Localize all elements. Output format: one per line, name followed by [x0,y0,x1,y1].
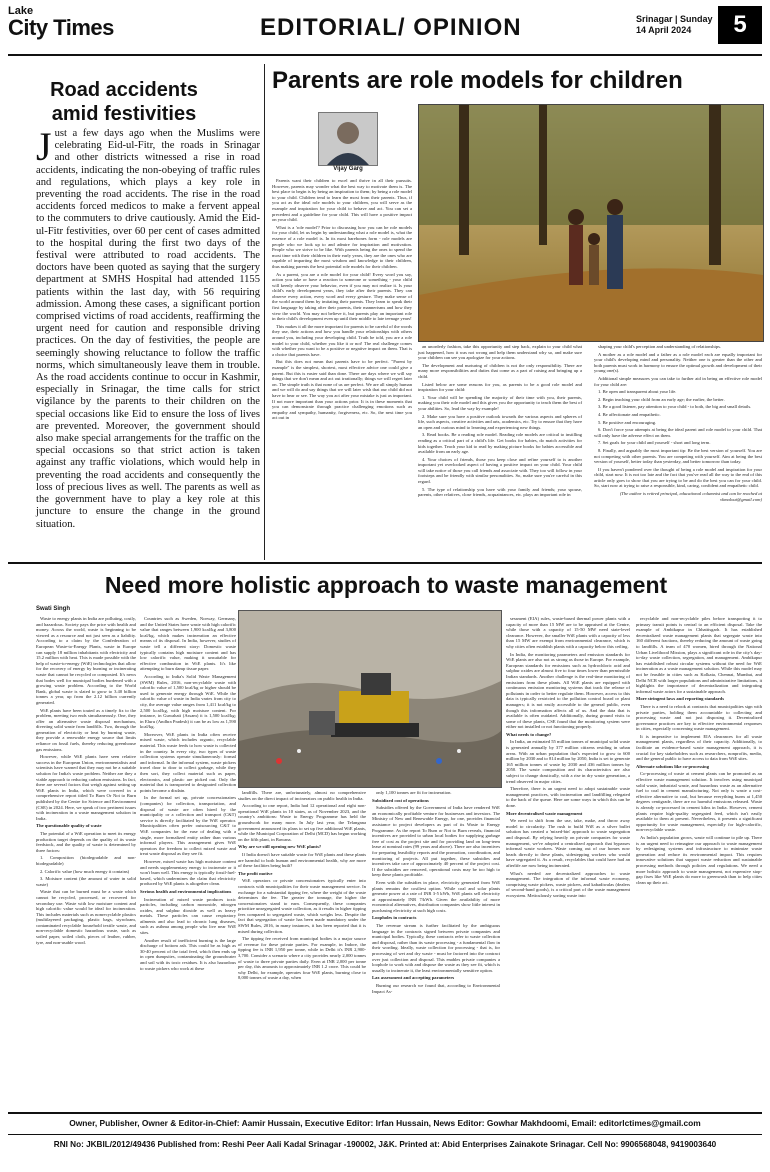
bottom-col-2 [140,616,236,1106]
paragraph: Subsidies offered by the Government of India have rendered WtE an economically profitable venture for businesses and investors. The Ministry of New and Renewable Energy, for one, provides financial assistance to project developers as part of its Waste to Energy Programme. As the report To Burn or Not to Burn reveals, financial incentives are provided to urban local bodies for supplying garbage free of cost as the project site and for providing land on long-term lease at nominal rates (99 years and above). There are also incentives for preparing feasibility reports and the promotion, coordination, and monitoring of projects. All put together, these subsidies and incentives take care of approximately 40 percent of the project cost. If the subsidies are removed, operational costs may be too high to keep these plants profitable. [372,805,500,878]
paragraph: A mother as a role model and a father as a role model each are equally important for your child's developing mind and personality. Neither one is greater than the other and both parents must work in harmony to ensure the optimal growth and development of their young one(s). [594,351,762,374]
paragraph: 6. Don't force your attempts at being the ideal parent and role model to your child. That will only have the adverse effect on them. [594,427,762,438]
bottom-col-4 [372,790,500,1106]
paragraph: Moreover, WtE plants in India often receive mixed waste, which includes organic, recyclable material. This waste feeds to how waste is collected in the country. In every city, two types of waste collection systems operate simultaneously: formal and informal. In the informal system, waste pickers travel door to door to collect garbage, while they then sort, they collect material such as paper, electronics, and plastic are picked out. Only the material that is transported to designated collection points become a disdain. [140,731,236,793]
paragraph: 1. Be open and transparent about your life. [598,389,677,395]
byline: Swati Singh [36,606,71,612]
paragraph: only 1,100 tonnes are fit for incineration. [376,790,452,795]
paragraph: Incineration of mixed waste produces toxic particles, including carbon monoxide, nitrogen oxides, and sulphur dioxide as well as heavy metals. These particles can cause respiratory ailments and also lead to chronic lung diseases, such as asthma among people who live near WtE sites. [140,896,236,936]
paragraph: However, while WtE plants have seen relative success in the European Union, environmentalists and scientists have warned that they may not be a suitable solution for India's waste problem. Neither are they a viable approach to reducing carbon emissions. In fact, there are several factors that weigh against setting up WtE plants in India, which were covered in a comprehensive report titled To Burn Or Not to Burn published by the Centre for Science and Environment (CSE) in 2024. Here, we speak of two pertinent issues with incineration in a waste management solution in India. [36,754,136,821]
subheading: What needs to change? [506,731,552,737]
left-headline: Road accidents amid festivities [50,79,198,125]
paragraph: Countries such as Sweden, Norway, Germany, and the United States have waste with high calorific value that ranges between 1,900 kcal/kg and 3,800 kcal/kg, which makes incineration an effective means of its disposal. In India, however, studies of waste tell a different story: Domestic waste typically contains high moisture content and has low calorific value, making it unsuitable for effective combustion in WtE plants. It's like attempting to burn damp tissue paper. [140,616,236,672]
paragraph: an unorderly fashion, take this opportunity and step back, explain to your child what just happened, how it was not wrong and help them understand why so, and make sure your children can see you apologize for your actions. [418,344,582,361]
paragraph: Listed below are some reasons for you, as parents to be a good role model and inspiration for your child: [418,381,582,393]
paragraph: 5. The type of relationship you have with your family and friends; your spouse, parents, other relatives, close friends, acquaintances, etc. plays an important role in [418,486,582,498]
masthead-logo [8,6,148,52]
paragraph: 2. Calorific value (how much energy it contains) [40,868,130,874]
paragraph: The revenue stream is further facilitated by the ambiguous language in the contracts signed between private companies and municipal bodies. Typically, these contracts refer to waste collection and disposal, rather than its waste processing - a fundamental flaw in their wording. Ideally, waste collection for processing - that is, for processing of wet and dry waste - must be factored into the contract over just collection and disposal. This enables private companies a loophole to work with and dispose the waste as they see fit, which is usually to incinerate it, the least environmentally sensitive option. [372,923,500,973]
subheading: Loopholes in contracts [372,915,417,921]
paragraph: 8. Finally, and arguably the most important tip: Be the best version of yourself. You are not competing with other parents. You are competing with yourself. Aim at being the best version of yourself, better today than yesterday, and better tomorrow than today. [594,447,762,465]
paragraph: If you haven't pondered over the thought of being a role model and inspiration for your child, start now. It is not too late and the fact that you've read all the way to the end of this article only goes to show that you are trying to be and do the best you can for your child. So, start now at trying to raise a responsible, kind, caring, confident and empathetic child. [594,466,762,489]
bottom-headline: Need more holistic approach to waste management [104,572,668,598]
section-rule [8,562,762,564]
paragraph: 3. Moisture content (the amount of water in solid waste) [36,876,136,887]
paragraph: The development and nurturing of children is not the only responsibility. There are many more responsibilities and duties that come as a part of raising and bringing up a child. [418,362,582,379]
paragraph: shaping your child's perception and understanding of relationships. [598,344,722,349]
paragraph: Waste to energy plants in India are polluting, costly, and hazardous. Society pays the price with health and money. Across the world, waste is beginning to be viewed as a resource and not just seen as a liability. According to a claim by the Confederation of European Waste-to-Energy Plants, waste in Europe can supply 18 million inhabitants with electricity and 15.2 million with heat. This is made possible with the help of waste-to-energy (WtE) technologies that allow for the recovery of energy by burning or incinerating waste that cannot be recycled or composted. It's news that bodes well for municipal bodies burdened with a growing waste problem. According to the World Bank, global waste is slated to grow to 3.40 billion tonnes a year, up from the 2.12 billion currently generated. [36,616,136,705]
footer-rule [8,1112,762,1114]
subheading: Alternate solutions like co-processing [636,763,710,769]
subheading: The profit motive [238,870,273,876]
paragraph: 7. Set goals for your child and yourself - short and long term. [598,440,711,446]
paragraph: As a parent, you are a role model for your child! Every word you say, action you take or have a reaction to someone or something - your child will keenly observe your behavior, even if you may not realize it. Is your child's early development years, they take after their parents. They can observe every action, every word and every gesture. They make sense of the world around them by imitating their parents. They learn to speak their first language by taking after their parents, their mannerisms and how they view the world. You may not believe it, but parents play an important role in their child's development even up until their middle to late teenage years! [272,271,412,322]
paragraph: Another result of inefficient burning is the large discharge of bottom ash. This could be as high as 30-40 percent of the total feed, which then ends up in open dumpsites, contaminating the groundwater and soil with its toxic residues. It is also hazardous to waste pickers who work at these [140,937,236,971]
family-walk-photo [418,104,764,342]
subheading: Serious health and environmental implications [140,888,232,894]
paragraph: Waste that can be burned must be a waste which cannot be recycled, processed, or recovered for secondary use. Waste with low moisture content and high calorific value would be ideal for incineration. This includes materials such as nonrecyclable plastics (multilayered packaging, plastic bags, styrofoam, contaminated recyclable household textile waste, and non-recyclable domestic hazardous waste, such as soiled paper, soiled cloth, pieces of leather, rubber, tyre, and non-usable wood. [36,889,136,945]
paragraph: 5. Be positive and encouraging. [598,419,657,425]
subheading: More stringent laws and reporting standards [636,696,725,702]
paragraph: According to India's Solid Waste Management (SWM) Rules, 2016, non-recyclable waste with calorific value of 1,500 kcal/kg or higher should be used to generate energy through WtE. While the calorific value of waste in India varies from city to city, the average value ranges from 1,411 kcal/kg to 2,500 kcal/kg, with high moisture content. For instance, in Guwahati (Assam) it is 1,500 kcal/kg; in Eluru (Andhra Pradesh) it can be as low as 1,590 kcal/kg. [140,673,236,730]
header-rule [8,54,762,56]
author-footnote: (The author is retired principal, educational columnist and can be reached at vkmalout@gmail.com) [619,491,762,502]
paragraph: It is imperative to implement EIA clearances for all waste management plants, regardless of their capacity. Additionally, to facilitate an evidence-based waste management approach, it is crucial for key stakeholders such as researchers, nonprofits, media, and the general public to have access to data from WtE sites. [636,733,762,762]
logo-top-text: Lake [8,5,34,17]
logo-main-text: City Times [8,15,114,40]
landfill-bulldozer-photo [238,610,502,788]
city-day: Srinagar | Sunday [636,14,713,24]
paragraph: As India's population grows, waste will continue to pile up. There is an urgent need to reimagine our approach to waste management by redesigning systems and infrastructure to minimize waste generation and reduce its environmental impact. This requires innovative solutions that support waste reduction and sustainable processing methods through policies and regulations. We need a more holistic approach to waste management, not expensive stop-gap fixes like WtE plants do more to greenwash than to help cities clean up their act. [636,834,762,885]
paragraph: 3. Be a good listener, pay attention to your child - to both, the big and small details. [598,404,752,410]
paragraph: According to one report, India had 12 operational and eight non-operational WtE plants in 10 states, as of November 2023, and the country's ambitions: Waste to Energy Programme has held the groundwork for many more. In July last year, the Telangana government announced its plans to set up five additional WtE plants, while the Municipal Corporation of Delhi (MCD) has begun working on the fifth plant, in Bawana. [238,803,366,842]
paragraph: Co-processing of waste at cement plants can be promoted as an effective waste management solution. It involves using municipal solid waste, industrial waste, and hazardous waste as an alternative fuel to coal in cement manufacturing. Not only is waste a cost-effective alternative to coal, but because everything burns at 1,450 degrees centigrade, there are no harmful emissions released. Waste is already co-processed in cement kilns in India. However, cement plants require high-quality segregated feed, which isn't easily available to them at present. Nevertheless, it presents a significant opportunity for waste management, especially for high-calorific, non-recyclable waste. [636,771,762,833]
paragraph: sessment (EIA) rules, waste-based thermal power plants with a capacity of more than 15 MW are to be appraised at the Centre, while those with a capacity of 15-50 MW need state-level clearance. However, the smaller WtE plants with a capacity of less than 15 MW are exempt from environmental clearance, which is why cities often establish plants with a capacity below this ceiling. [506,616,630,649]
left-article-body [36,124,260,531]
paragraph: In India, the monitoring parameters and emission standards for WtE plants are also not as strong as those in Europe. For example, European standards for emissions such as hydrochloric acid and sulphur oxides are almost five to four times lower than permissible Indian standards. Another challenge is the real-time monitoring of emissions from these plants. All WtE plants are equipped with continuous emission monitoring systems that track the release of pollutants in order to better regulate them. However, access to this data is typically restricted to the pollution control board or plant managers; it is not easily accessible to the general public, even though this information affects all of us. And the data that is available is often outdated. Additionally, during ground visits to some of these plants, CSE found that the monitoring system were either not installed or not functioning properly. [506,651,630,730]
left-article-text: ust a few days ago when the Muslims were celebrating Eid-ul-Fitr, the roads in Srinagar and other districts witnessed a rise in road accidents, indicating the non-obeying of traffic rules and regulations, which plays a key role in preventing the road accidents. The rise in the road accidents forced medicos to make a fervent appeal to the commuters to drive cautiously. Amid the Eid-ul-Fitr festivities, over 60 per cent of cases admitted to the hospital during the first two days of the festival were attributed to road accidents. The doctors have been quoted as saying that the surgery department at SMHS Hospital had attended 1155 patients within the last day, with 56 requiring admission. Among these cases, a significant portion comprised victims of road accidents, reaffirming the urgent need for caution and responsible driving practices. On the day of festivities, the people are seemingly showing reluctance to follow the traffic norms, which simultaneously leave them in trouble. As the road accidents continue to occur in Kashmir, especially in Srinagar, the time calls for strict vigilance by the parents to their children on the special occasions like Eid to ensure the loss of lives are prevented. Moreover, the government should also make special arrangements for the traffic on the special occasions so that strict action is taken against any traffic violations, which would help in preventing the road accidents and consequently the loss of precious lives as well. The parents as well as the government have to play a key role at this juncture to ensure the change in the ground situation. [36,128,260,530]
paragraph: 2. Make sure you have a positive outlook towards the various aspects and spheres of life, such aspects, creative activities and arts, academics, etc. Try to ensure that they have an open and curious mind to learning and experiencing new things. [418,413,582,430]
paragraph: 1. Composition (biodegradable and non-biodegradable) [36,855,136,866]
right-article-col-1 [272,178,412,423]
author-box [318,112,378,174]
paragraph: 1. Your child will be spending the majority of their time with you, their parents, making you their role model and this gives you the opportunity to teach them the best of your abilities. So, lead the way by example! [418,394,582,411]
bottom-col-1 [36,616,136,1106]
bottom-col-5 [506,616,630,1106]
subheading: Why are we still opening new WtE plants? [238,844,322,850]
paragraph: Additional simple measures you can take to further aid in being an effective role model for your child are: [594,375,762,387]
paragraph: Even with the subsidies in place, electricity generated from WtE plants remains the costliest option. While coal and solar plants generate power at a rate of INR 3-5 kWh, WtE plants sell electricity at approximately INR 7/kWh. Given the availability of more economical alternatives, distribution companies show little interest in purchasing electricity at such high costs. [372,879,500,913]
paragraph: 3. Read books. Be a reading role model. Reading role models are critical to instilling reading as a critical part of a child's life. Get books for babies, do match activities for kids together. Teach your kid to read by making picture books for babies accessible and available from an early age. [418,432,582,455]
subheading: More decentralised waste management [506,810,583,816]
paragraph: There is a need to relook at contracts that municipalities sign with private parties, holding them accountable to collecting and processing waste and not just disposing it. Decentralized governance practices are key to effective environmental responses in cities, especially concerning waste management. [636,703,762,732]
footer-masthead: Owner, Publisher, Owner & Editor-in-Chief: Aamir Hussain, Executive Editor: Irfan Hussain, News Editor: Gowhar Makhdoomi, Email: editorlctimes@gmail.com [69,1118,701,1128]
paragraph: 4. Your choices of friends, those you keep close and refine yourself to is another important yet overlooked aspect of having a positive impact on your child. Your child will take notice of those you call friends and associate with. They too will follow in your footsteps and be friendly with similar personalities. So, make sure you're careful in this regard. [418,456,582,485]
paragraph: But this does not mean that parents have to be perfect. "Parent by example" is the simplest, shortest, most effective advice one could give a parent. But this is easier said than done. There are days where we will say things that we don't mean and act out irrationally; things we will regret later on. The simple truth is that none of us are perfect. We are all simply human and we will do and say things that we will later wish that our child did not have to hear or see. The way you act after your mistake is just as important. If not more important than your actions prior. It is in these moments that you can demonstrate through practice challenging emotions such as empathy and sympathy, humanity, forgiveness, etc. So, the next time you act out in [272,359,412,421]
paragraph: WtE operators or private concessionaires typically enter into contracts with municipalities for their waste management service. In exchange for a substantial tipping fee, where the weight of the waste determines the fee. The greater the tonnage, the higher the concessionaires stand to earn. Consequently, these companies prioritize unsegregated waste collection, as it results in higher tipping fees compared to segregated waste, which weighs less. Despite the fact that segregation of waste has been made mandatory under the SWM Rules, 2016, in many instances, it has been reported that it is mixed during collection. [238,878,366,934]
paragraph: Parents want their children to excel and thrive in all their pursuits. However, parents may wonder what the best way to motivate them is. The best place to begin is by being an inspiration to them; by being a role model to your child. Children tend to learn the most from their parents. Thus, if you act as the ideal role models to your children, you will serve as the example and inspiration for your child to behave and act. You can set a precedent and a guideline for your child. This will have a positive impact on your child. [272,178,412,223]
paragraph: 2. Begin teaching your child from an early age; the earlier, the better. [598,396,725,402]
paragraph: Therefore, there is an urgent need to adopt sustainable waste management practices, with incineration and landfilling relegated to the back of the queue. Here are some ways in which this can be done. [506,786,630,808]
paragraph: What's needed are decentralized approaches to waste management. The integration of the informal waste economy, comprising waste pickers, waste pickers, and kabadiwalas (dealers of second-hand goods), is a critical part of the waste management ecosystem. Meticulously sorting waste into [506,870,630,898]
paragraph: Burning our research we found that, according to Environmental Impact As- [372,983,500,994]
author-name: Vijay Garg [333,166,363,172]
right-article-col-2 [418,344,582,500]
page-number: 5 [718,6,762,44]
section-title: EDITORIAL/ OPINION [260,14,522,41]
paragraph: In the formal set up, private concessionaires (companies) for collection, transportation, and disposal of waste are often hired by the municipality or a collection and transport (C&T) service is directly facilitated by the WtE operator. Municipalities often prefer outsourcing C&T to WtE companies for the ease of dealing with a single, more formalized entity rather than various informal players. This arrangement gives WtE operators the freedom to collect mixed waste and treat waste disposal as they see fit. [140,795,236,857]
paragraph: However, mixed waste has high moisture content and needs supplementary energy to incinerate or it won't burn well. This energy is typically fossil-fuel-based, which undermines the claim that electricity produced by WtE plants is altogether clean. [140,858,236,887]
paragraph: recyclable and non-recyclable piles before transporting it to primary transit points is central to an efficient disposal. Take the example of Ambikapur in Chhattisgarh. It has established decentralized waste management plants that segregate waste into 160 different fractions, thereby reducing the amount of waste going to landfills. A team of 470 women, hired through the National Urban Livelihood Mission, plays a significant role in the city's day-to-day waste collection, segregation, and management. Ambikapur has established robust circular systems without the need for WtE incineration as a waste management solution. While this model may not be feasible in cities such as Kolkata, Chennai, Mumbai, and Delhi NCR with larger populations and administrative limitations, it highlights the importance of decentralization and integrating informal waste actors for a sustainable approach. [636,616,762,694]
dateline [636,14,713,36]
paragraph: This makes it all the more important for parents to be careful of the words they use, their actions and how you handle your relationships with others around you, including your developing child. Truth be told, you are a role model to your child, whether you like it or not! The real challenge comes with whether you want to be a positive or negative impact on them. That is a choice that parents have. [272,323,412,357]
paragraph: The tipping fee received from municipal bodies is a major source of revenue for these private parties. For example, in Indore, the tipping fee is INR 1,950 per tonne, while in Delhi it's INR 2,900-3,700. Consider a scenario where a city provides nearly 2,000 tonnes of waste to three private parties daily. Even at INR 2,000 per tonne per day, this amounts to approximately INR 1.2 crore. This could be why Delhi, for example, operates four WtE plants, burning close to 8,000 tonnes of waste a day, when [238,936,366,981]
right-article-col-3 [594,344,762,504]
paragraph: The potential of a WtE operation to meet its energy production target depends on the quality of its waste feedstock, and the quality of waste is determined by three factors: [36,830,136,853]
author-photo [318,112,378,166]
dropcap: J [36,124,52,169]
subheading: Subsidized cost of operations [372,797,429,803]
subheading: Lax assessment and accepting parameters [372,975,455,981]
issue-date: 14 April 2024 [636,25,692,35]
footer-imprint: RNI No: JKBIL/2012/49436 Published from: Reshi Peer Aali Kadal Srinagar -190002, J&K. Printed at: Abid Enterprises Zainakote Srinagar. Cell No: 9906568048, 9419003640 [53,1140,717,1149]
paragraph: In India, an estimated 55 million tonnes of municipal solid waste is generated annually by 377 million citizens residing in urban areas. With an urban population that's expected to grow to 600 million by 2030 and to 814 million by 2050, India is set to generate 165 million tonnes of waste by 2030 and 436 million tonnes by 2050. The waste composition and its characteristics are also subject to change drastically, with a rise in dry waste generation, a trend observed in major cities. [506,739,630,784]
subheading: The questionable quality of waste [36,823,102,829]
bottom-col-3 [238,790,366,1106]
paragraph: landfills. There are, unfortunately, almost no comprehensive studies on the direct impact of incinerators on public health in India. [238,790,366,801]
paragraph: We need to shift from the use, take, make, and throw away model to circularity. The rush to build WtE as a silver bullet solution has created a 'mixed-bin' approach to waste segregation and disposal. By relying heavily on private companies for waste management, we've adopted a centralized approach that bypasses informal waste workers. Waste coming out of our homes now heads directly to these plants, sidestepping workers who would have segregated it. As a result, recyclables that could have had an afterlife are now being incinerated. [506,818,630,868]
paragraph: 4. Be affectionate and empathetic. [598,411,661,417]
bottom-col-6 [636,616,762,1106]
right-headline: Parents are role models for children [272,67,683,94]
paragraph: What is a 'role model'? Prior to discussing how you can be role models for your child, let us begin by understanding what a role model is, what the essence of a role model is. In its most barebones form - role models are people who we look up to and admire for inspiration and motivation. People who we strive to be like. With parents being the ones to spend the most time with their children in their early years, they are the ones who are capable of imparting the most wisdom and knowledge to their children, thus making parents the best potential role models for their children. [272,224,412,269]
paragraph: If India doesn't have suitable waste for WtE plants and these plants are harmful to both human and environmental health, why are more of these facilities being built? [238,851,366,869]
column-divider [264,64,265,560]
footer-rule-2 [8,1134,762,1135]
paragraph: WtE plants have been touted as a timely fix to the problem, meeting two ends simultaneously. One, they offer an alternative waste disposal mechanism, diverting solid waste from landfills. Two, through the generation of electricity or heat by burning waste, they provide a renewable energy source that limits reliance on fossil fuels, thereby reducing greenhouse gas emissions. [36,707,136,752]
